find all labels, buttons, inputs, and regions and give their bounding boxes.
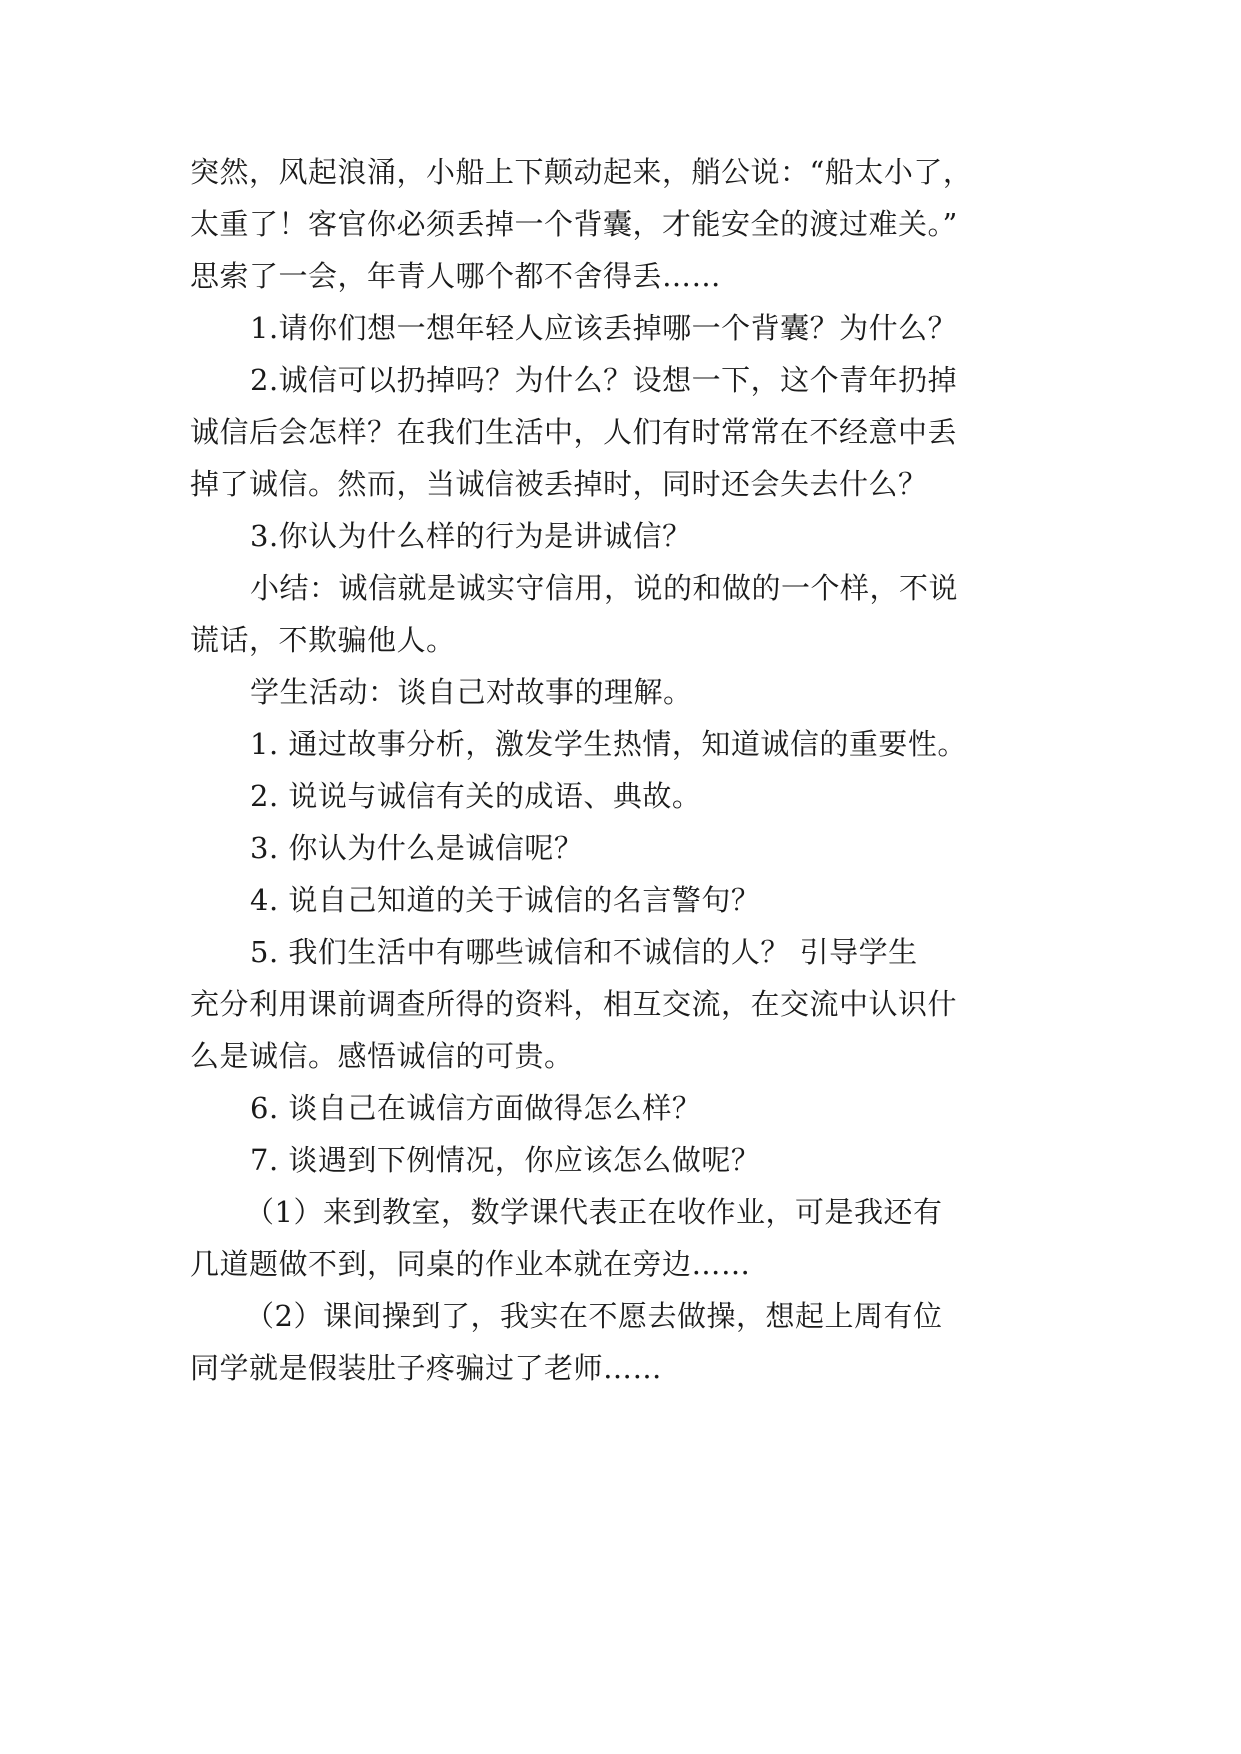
text-line: 5. 我们生活中有哪些诚信和不诚信的人？ 引导学生 (250, 935, 918, 969)
text-line: 2. 说说与诚信有关的成语、典故。 (250, 779, 702, 813)
text-line: 4. 说自己知道的关于诚信的名言警句？ (250, 883, 761, 917)
text-line: 掉了诚信。然而，当诚信被丢掉时，同时还会失去什么？ (190, 467, 928, 501)
text-line: 诚信后会怎样？在我们生活中，人们有时常常在不经意中丢 (190, 415, 958, 449)
text-line: 充分利用课前调查所得的资料，相互交流，在交流中认识什 (190, 987, 958, 1021)
text-line: 突然，风起浪涌，小船上下颠动起来，艄公说：“船太小了， (190, 155, 973, 189)
text-line: 么是诚信。感悟诚信的可贵。 (190, 1039, 574, 1073)
text-line: 思索了一会，年青人哪个都不舍得丢…… (190, 259, 722, 293)
text-line: 1.请你们想一想年轻人应该丢掉哪一个背囊？为什么？ (250, 311, 958, 345)
text-line: 同学就是假装肚子疼骗过了老师…… (190, 1351, 663, 1385)
text-line: 2.诚信可以扔掉吗？为什么？设想一下，这个青年扔掉 (250, 363, 958, 397)
text-line: （2）课间操到了，我实在不愿去做操，想起上周有位 (245, 1299, 943, 1333)
text-line: 谎话，不欺骗他人。 (190, 623, 456, 657)
text-line: 3.你认为什么样的行为是讲诚信？ (250, 519, 692, 553)
text-line: 学生活动：谈自己对故事的理解。 (250, 675, 693, 709)
text-line: 7. 谈遇到下例情况，你应该怎么做呢？ (250, 1143, 761, 1177)
text-line: 太重了！客官你必须丢掉一个背囊，才能安全的渡过难关。” (190, 207, 958, 241)
text-line: 小结：诚信就是诚实守信用，说的和做的一个样，不说 (250, 571, 959, 605)
text-line: 3. 你认为什么是诚信呢？ (250, 831, 584, 865)
text-line: 6. 谈自己在诚信方面做得怎么样？ (250, 1091, 702, 1125)
text-line: （1）来到教室，数学课代表正在收作业，可是我还有 (245, 1195, 943, 1229)
text-line: 1. 通过故事分析，激发学生热情，知道诚信的重要性。 (250, 727, 967, 761)
text-line: 几道题做不到，同桌的作业本就在旁边…… (190, 1247, 751, 1281)
